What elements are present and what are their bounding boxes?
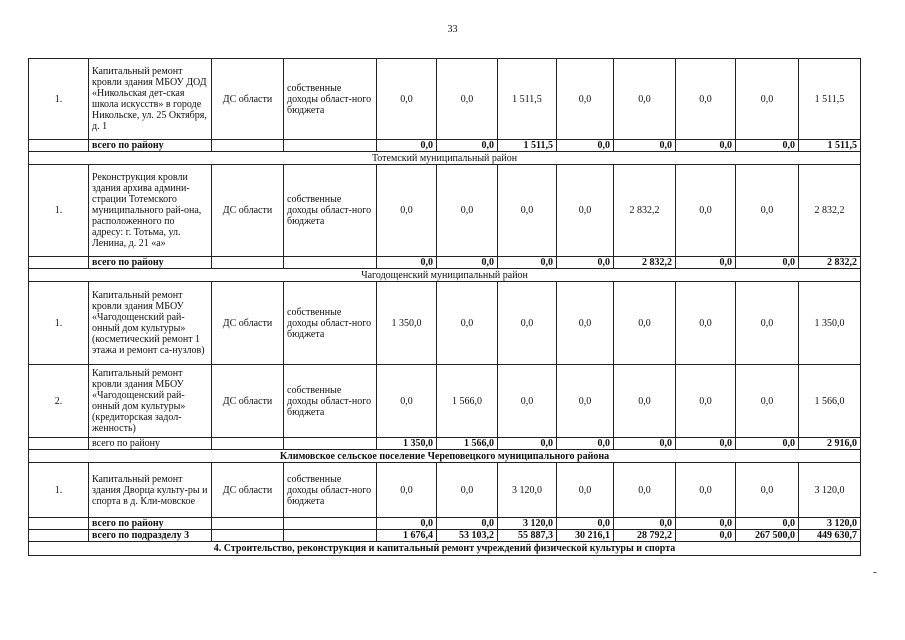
funding-type: собственные доходы област-ного бюджета — [284, 463, 377, 518]
value-cell: 0,0 — [736, 59, 799, 140]
table-row — [29, 165, 861, 257]
total-value: 0,0 — [614, 438, 676, 450]
side-mark: - — [873, 566, 877, 578]
value-cell: 0,0 — [676, 59, 736, 140]
total-row — [29, 257, 861, 269]
value-cell: 1 511,5 — [498, 59, 557, 140]
funding-source: ДС области — [212, 282, 284, 365]
funding-type: собственные доходы област-ного бюджета — [284, 282, 377, 365]
value-cell: 0,0 — [498, 165, 557, 257]
total-value: 0,0 — [676, 518, 736, 530]
table-row — [29, 59, 861, 140]
section-row — [29, 450, 861, 463]
total-value: 0,0 — [614, 518, 676, 530]
total-value: 1 566,0 — [437, 438, 498, 450]
total-value: 2 832,2 — [799, 257, 861, 269]
value-cell: 1 566,0 — [437, 365, 498, 438]
section-title: Климовское сельское поселение Череповецкого муниципального района — [29, 450, 861, 463]
value-cell: 0,0 — [377, 165, 437, 257]
total-value: 0,0 — [498, 257, 557, 269]
total-value: 3 120,0 — [498, 518, 557, 530]
value-cell: 0,0 — [676, 282, 736, 365]
total-value: 0,0 — [437, 257, 498, 269]
value-cell: 0,0 — [377, 463, 437, 518]
value-cell: 0,0 — [557, 59, 614, 140]
table-row — [29, 365, 861, 438]
row-number: 1. — [29, 59, 89, 140]
section-title: Чагодощенский муниципальный район — [29, 269, 861, 282]
total-value: 0,0 — [377, 140, 437, 152]
value-cell: 2 832,2 — [799, 165, 861, 257]
total-value: 0,0 — [676, 438, 736, 450]
row-number: 1. — [29, 282, 89, 365]
funding-source: ДС области — [212, 365, 284, 438]
total-value: 0,0 — [736, 257, 799, 269]
empty-cell — [29, 257, 89, 269]
total-label: всего по району — [89, 518, 212, 530]
value-cell: 0,0 — [498, 282, 557, 365]
total-value: 2 832,2 — [614, 257, 676, 269]
total-value: 0,0 — [437, 518, 498, 530]
total-row — [29, 518, 861, 530]
project-description: Капитальный ремонт здания Дворца культу-ры и спорта в д. Кли-мовское — [89, 463, 212, 518]
funding-source: ДС области — [212, 463, 284, 518]
value-cell: 0,0 — [676, 463, 736, 518]
total-value: 55 887,3 — [498, 530, 557, 542]
value-cell: 0,0 — [736, 463, 799, 518]
empty-cell — [284, 518, 377, 530]
total-value: 0,0 — [498, 438, 557, 450]
budget-table — [28, 58, 861, 556]
value-cell: 1 350,0 — [799, 282, 861, 365]
empty-cell — [212, 438, 284, 450]
empty-cell — [29, 530, 89, 542]
funding-type: собственные доходы област-ного бюджета — [284, 59, 377, 140]
value-cell: 1 350,0 — [377, 282, 437, 365]
total-value: 449 630,7 — [799, 530, 861, 542]
total-label: всего по району — [89, 140, 212, 152]
value-cell: 0,0 — [437, 165, 498, 257]
value-cell: 0,0 — [736, 282, 799, 365]
total-value: 0,0 — [377, 518, 437, 530]
total-value: 0,0 — [736, 140, 799, 152]
total-label: всего по району — [89, 438, 212, 450]
heading-row — [29, 542, 861, 556]
total-value: 2 916,0 — [799, 438, 861, 450]
total-value: 0,0 — [377, 257, 437, 269]
value-cell: 0,0 — [614, 59, 676, 140]
empty-cell — [212, 518, 284, 530]
empty-cell — [29, 438, 89, 450]
section-row — [29, 269, 861, 282]
empty-cell — [29, 140, 89, 152]
total-row — [29, 530, 861, 542]
funding-type: собственные доходы област-ного бюджета — [284, 165, 377, 257]
total-value: 1 511,5 — [498, 140, 557, 152]
total-value: 0,0 — [676, 530, 736, 542]
funding-source: ДС области — [212, 59, 284, 140]
total-value: 1 511,5 — [799, 140, 861, 152]
total-value: 0,0 — [437, 140, 498, 152]
project-description: Реконструкция кровли здания архива админи-страции Тотемского муниципального рай-она, расположенного по адресу: г. Тотьма, ул. Ленина, д. 21 «а» — [89, 165, 212, 257]
funding-source: ДС области — [212, 165, 284, 257]
value-cell: 0,0 — [736, 165, 799, 257]
value-cell: 1 511,5 — [799, 59, 861, 140]
value-cell: 3 120,0 — [498, 463, 557, 518]
value-cell: 0,0 — [498, 365, 557, 438]
value-cell: 0,0 — [614, 365, 676, 438]
value-cell: 0,0 — [557, 463, 614, 518]
total-value: 1 350,0 — [377, 438, 437, 450]
project-description: Капитальный ремонт кровли здания МБОУ ДОД «Никольская дет-ская школа искусств» в городе Никольске, ул. 25 Октября, д. 1 — [89, 59, 212, 140]
value-cell: 0,0 — [614, 282, 676, 365]
value-cell: 0,0 — [557, 365, 614, 438]
total-row — [29, 438, 861, 450]
value-cell: 0,0 — [377, 365, 437, 438]
total-value: 267 500,0 — [736, 530, 799, 542]
empty-cell — [212, 257, 284, 269]
row-number: 1. — [29, 165, 89, 257]
empty-cell — [284, 140, 377, 152]
total-value: 0,0 — [736, 438, 799, 450]
total-value: 3 120,0 — [799, 518, 861, 530]
table-body — [29, 59, 861, 556]
value-cell: 2 832,2 — [614, 165, 676, 257]
value-cell: 3 120,0 — [799, 463, 861, 518]
project-description: Капитальный ремонт кровли здания МБОУ «Чагодощенский рай-онный дом культуры» (косметический ремонт 1 этажа и ремонт са-нузлов) — [89, 282, 212, 365]
value-cell: 1 566,0 — [799, 365, 861, 438]
value-cell: 0,0 — [676, 365, 736, 438]
total-value: 0,0 — [614, 140, 676, 152]
total-value: 0,0 — [557, 140, 614, 152]
project-description: Капитальный ремонт кровли здания МБОУ «Чагодощенский рай-онный дом культуры» (кредиторская задол-женность) — [89, 365, 212, 438]
value-cell: 0,0 — [557, 282, 614, 365]
empty-cell — [29, 518, 89, 530]
empty-cell — [212, 530, 284, 542]
total-label: всего по району — [89, 257, 212, 269]
page-number: 33 — [447, 24, 458, 35]
total-value: 30 216,1 — [557, 530, 614, 542]
total-value: 0,0 — [557, 257, 614, 269]
total-label: всего по подразделу 3 — [89, 530, 212, 542]
total-value: 53 103,2 — [437, 530, 498, 542]
empty-cell — [284, 530, 377, 542]
value-cell: 0,0 — [377, 59, 437, 140]
empty-cell — [212, 140, 284, 152]
total-value: 1 676,4 — [377, 530, 437, 542]
table-row — [29, 463, 861, 518]
total-value: 0,0 — [676, 257, 736, 269]
total-row — [29, 140, 861, 152]
section-row — [29, 152, 861, 165]
subsection-heading: 4. Строительство, реконструкция и капитальный ремонт учреждений физической культуры и спорта — [29, 542, 861, 556]
total-value: 28 792,2 — [614, 530, 676, 542]
value-cell: 0,0 — [676, 165, 736, 257]
row-number: 1. — [29, 463, 89, 518]
empty-cell — [284, 438, 377, 450]
row-number: 2. — [29, 365, 89, 438]
value-cell: 0,0 — [736, 365, 799, 438]
section-title: Тотемский муниципальный район — [29, 152, 861, 165]
value-cell: 0,0 — [437, 463, 498, 518]
total-value: 0,0 — [676, 140, 736, 152]
value-cell: 0,0 — [437, 59, 498, 140]
value-cell: 0,0 — [557, 165, 614, 257]
total-value: 0,0 — [557, 518, 614, 530]
empty-cell — [284, 257, 377, 269]
total-value: 0,0 — [736, 518, 799, 530]
value-cell: 0,0 — [437, 282, 498, 365]
funding-type: собственные доходы област-ного бюджета — [284, 365, 377, 438]
total-value: 0,0 — [557, 438, 614, 450]
value-cell: 0,0 — [614, 463, 676, 518]
table-row — [29, 282, 861, 365]
